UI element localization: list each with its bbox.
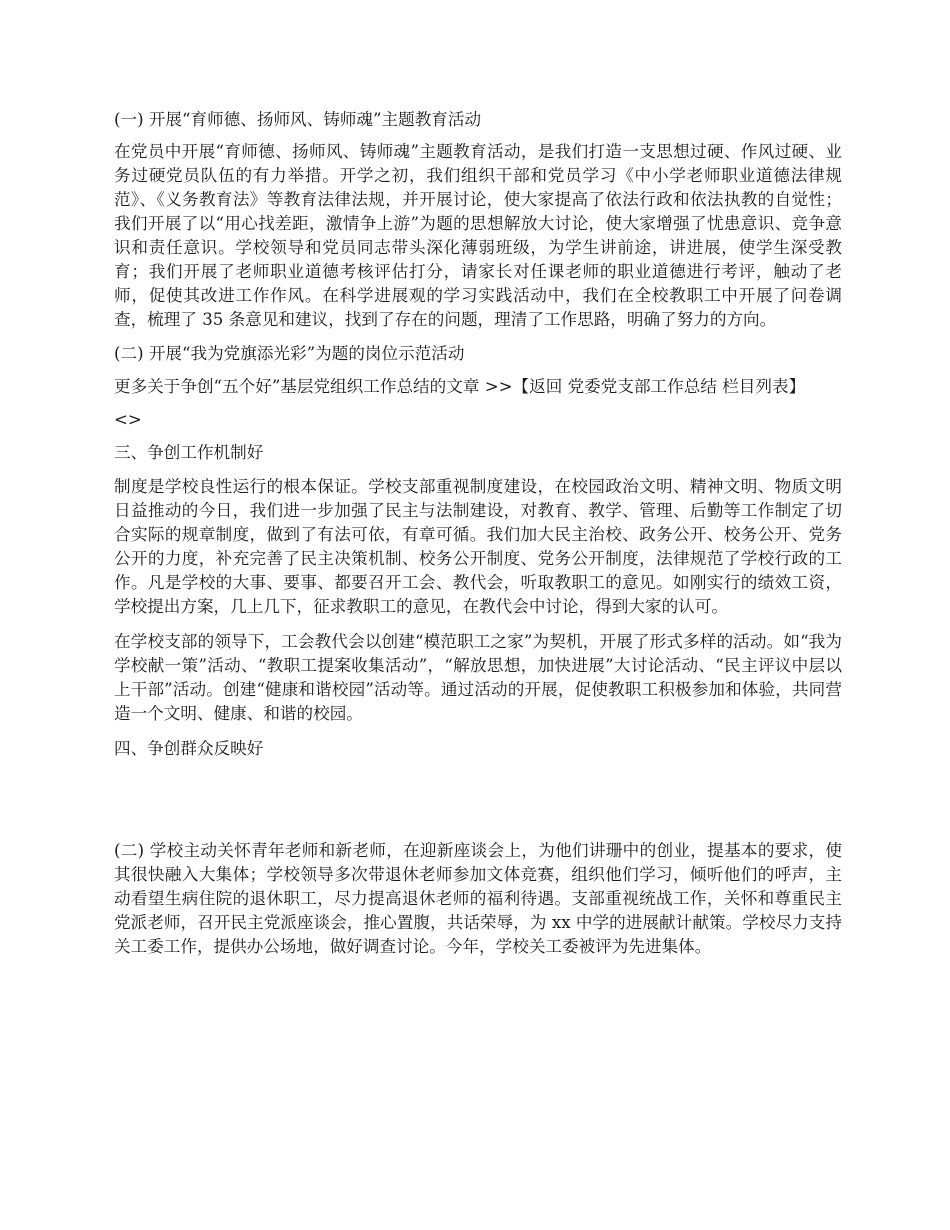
section-heading-3: 三、争创工作机制好 <box>114 443 264 462</box>
section-heading-4: 四、争创群众反映好 <box>114 739 264 758</box>
section-heading-2: (二) 开展“我为党旗添光彩”为题的岗位示范活动 <box>114 344 465 363</box>
blank-gap <box>114 761 842 839</box>
paragraph-4: (二) 学校主动关怀青年老师和新老师，在迎新座谈会上，为他们讲珊中的创业，提基本的要求，使其很快融入大集体；学校领导多次带退休老师参加文体竞赛，组织他们学习，倾听他们的呼声，主动看望生病住院的退休职工，尽力提高退休老师的福利待遇。支部重视统战工作，关怀和尊重民主党派老师，召开民主党派座谈会，推心置腹，共话荣辱，为 xx 中学的进展献计献策。学校尽力支持关工委工作，提供办公场地，做好调查讨论。今年，学校关工委被评为先进集体。 <box>114 841 842 956</box>
paragraph-2: 制度是学校良性运行的根本保证。学校支部重视制度建设，在校园政治文明、精神文明、物质文明日益推动的今日，我们进一步加强了民主与法制建设，对教育、教学、管理、后勤等工作制定了切合实际的规章制度，做到了有法可依，有章可循。我们加大民主治校、政务公开、校务公开、党务公开的力度，补充完善了民主决策机制、校务公开制度、党务公开制度，法律规范了学校行政的工作。凡是学校的大事、要事、都要召开工会、教代会，听取教职工的意见。如刚实行的绩效工资，学校提出方案，几上几下，征求教职工的意见，在教代会中讨论，得到大家的认可。 <box>114 477 842 616</box>
section-heading-1: (一) 开展“育师德、扬师风、铸师魂”主题教育活动 <box>114 110 482 129</box>
tag-text: <> <box>114 410 142 429</box>
document-body <box>114 108 842 959</box>
more-articles-link[interactable]: 更多关于争创“五个好”基层党组织工作总结的文章 >>【返回 党委党支部工作总结 栏目列表】 <box>114 377 806 396</box>
paragraph-1: 在党员中开展“育师德、扬师风、铸师魂”主题教育活动，是我们打造一支思想过硬、作风过硬、业务过硬党员队伍的有力举措。开学之初，我们组织干部和党员学习《中小学老师职业道德法律规范》、《义务教育法》等教育法律法规，并开展讨论，使大家提高了依法行政和依法执教的自觉性；我们开展了以“用心找差距，激情争上游”为题的思想解放大讨论，使大家增强了忧患意识、竞争意识和责任意识。学校领导和党员同志带头深化薄弱班级，为学生讲前途，讲进展，使学生深受教育；我们开展了老师职业道德考核评估打分，请家长对任课老师的职业道德进行考评，触动了老师，促使其改进工作作风。在科学进展观的学习实践活动中，我们在全校教职工中开展了问卷调查，梳理了 35 条意见和建议，找到了存在的问题，理清了工作思路，明确了努力的方向。 <box>114 142 842 329</box>
paragraph-3: 在学校支部的领导下，工会教代会以创建“模范职工之家”为契机，开展了形式多样的活动。如“我为学校献一策”活动、“教职工提案收集活动”，“解放思想，加快进展”大讨论活动、“民主评议中层以上干部”活动。创建“健康和谐校园”活动等。通过活动的开展，促使教职工积极参加和体验，共同营造一个文明、健康、和谐的校园。 <box>114 632 842 723</box>
